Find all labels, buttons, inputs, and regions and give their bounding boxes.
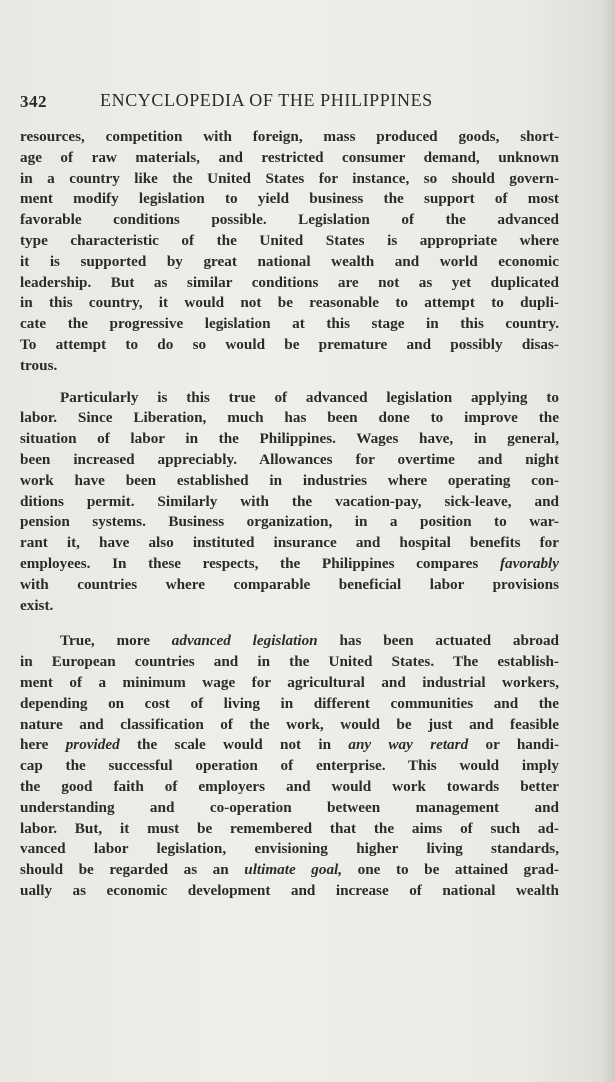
italic-phrase: ultimate goal,	[244, 861, 343, 879]
text-line: labor. Since Liberation, much has been done to improve the	[20, 409, 559, 427]
text-line: ditions permit. Similarly with the vacation-pay, sick-leave, and	[20, 492, 559, 510]
text-segment: one to be attained grad-	[357, 861, 559, 879]
text-line: leadership. But as similar conditions are not as yet duplicated	[20, 273, 559, 291]
page-edge-shadow	[601, 0, 615, 1082]
italic-word: provided	[65, 736, 120, 754]
text-segment: has been actuated abroad	[339, 632, 559, 650]
text-line-with-italic	[20, 860, 559, 881]
running-title: ENCYCLOPEDIA OF THE PHILIPPINES	[100, 90, 433, 110]
text-line: resources, competition with foreign, mass produced goods, short-	[20, 128, 559, 145]
text-segment: here	[20, 736, 49, 754]
page-header	[20, 90, 580, 114]
text-segment: employees. In these respects, the Philippines compares	[20, 554, 479, 572]
text-segment: True, more	[60, 632, 150, 650]
text-line: vanced labor legislation, envisioning higher living standards,	[20, 840, 559, 858]
text-line: age of raw materials, and restricted consumer demand, unknown	[20, 148, 559, 166]
text-line: nature and classification of the work, would be just and feasible	[20, 715, 559, 733]
text-segment: or handi-	[485, 736, 560, 754]
text-line: labor. But, it must be remembered that the aims of such ad-	[20, 819, 559, 837]
text-line: in this country, it would not be reasonable to attempt to dupli-	[20, 294, 559, 312]
page-number: 342	[20, 92, 47, 111]
text-line: in European countries and in the United States. The establish-	[20, 653, 559, 671]
text-line: ment of a minimum wage for agricultural and industrial workers,	[20, 673, 559, 691]
text-line-with-italic	[20, 735, 559, 756]
text-line: exist.	[20, 596, 54, 614]
text-segment: should be regarded as an	[20, 861, 229, 879]
paragraph-2	[20, 388, 559, 617]
italic-word: favorably	[499, 554, 559, 572]
italic-phrase: advanced legislation	[171, 632, 318, 650]
text-line: To attempt to do so would be premature and possibly disas-	[20, 335, 559, 353]
text-line: depending on cost of living in different communities and the	[20, 694, 559, 712]
text-segment: the scale would not in	[137, 736, 332, 754]
text-line: the good faith of employers and would work towards better	[20, 777, 559, 795]
text-line: it is supported by great national wealth and world economic	[20, 252, 559, 270]
text-line: type characteristic of the United States is appropriate where	[20, 231, 559, 249]
text-line: been increased appreciably. Allowances for overtime and night	[20, 450, 559, 468]
text-line: in a country like the United States for instance, so should govern-	[20, 169, 559, 187]
text-line: situation of labor in the Philippines. Wages have, in general,	[20, 430, 559, 448]
text-line: understanding and co-operation between management and	[20, 798, 559, 816]
text-line: cate the progressive legislation at this stage in this country.	[20, 315, 559, 333]
text-line: ually as economic development and increase of national wealth	[20, 881, 559, 899]
text-line: rant it, have also instituted insurance and hospital benefits for	[20, 534, 559, 552]
paragraph-3	[20, 631, 559, 901]
body-text	[20, 127, 559, 902]
text-line-with-italic	[20, 631, 559, 652]
text-line: ment modify legislation to yield business the support of most	[20, 190, 559, 208]
text-line: trous.	[20, 356, 58, 374]
italic-phrase: any way retard	[348, 736, 469, 754]
paragraph-1	[20, 127, 559, 377]
text-line: favorable conditions possible. Legislation of the advanced	[20, 211, 559, 229]
text-line-with-italic	[20, 554, 559, 575]
text-line: pension systems. Business organization, in a position to war-	[20, 513, 559, 531]
text-line: Particularly is this true of advanced legislation applying to	[60, 388, 559, 406]
text-line: work have been established in industries where operating con-	[20, 471, 559, 489]
text-line: with countries where comparable beneficial labor provisions	[20, 575, 559, 593]
text-line: cap the successful operation of enterprise. This would imply	[20, 757, 559, 775]
